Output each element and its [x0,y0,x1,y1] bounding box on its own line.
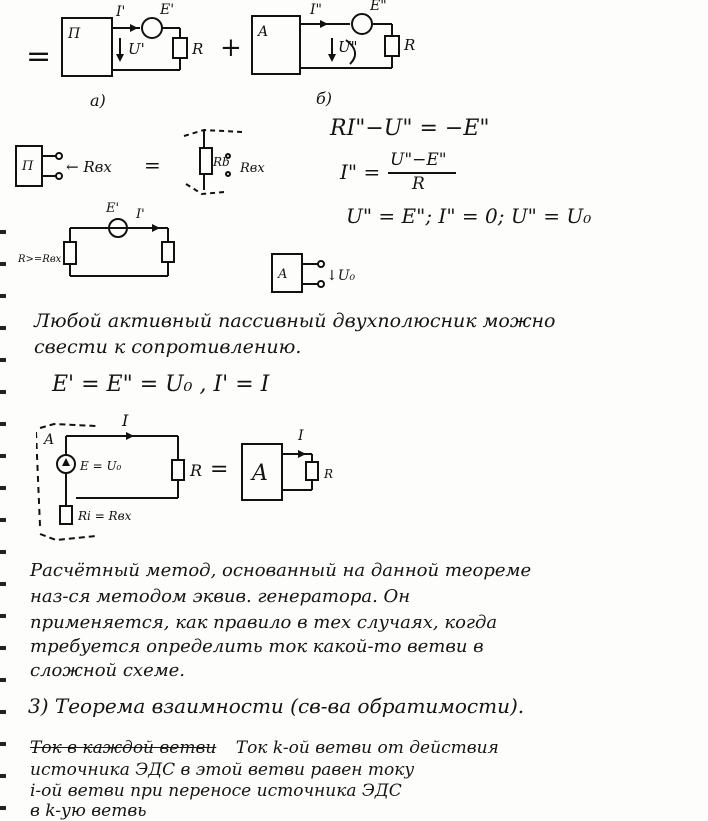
paragraph-3-line-2: источника ЭДС в этой ветви равен току [30,760,415,780]
plus-sign: + [220,33,242,63]
rb-label: Rb [213,155,230,169]
paragraph-3-line-4: в k-ую ветвь [30,801,147,821]
circuit3-equals: = [210,457,229,482]
circuit3-emf-label: E = U₀ [80,459,122,473]
top-circuits-diagram [20,0,460,115]
paragraph-3-text-1: Ток k-ой ветви от действия [235,738,499,758]
box-b-label: A [258,24,269,40]
active-box-label: A [278,267,288,282]
paragraph-3-line-1 [30,738,499,758]
box-a-label: П [68,26,81,42]
u0-label: ↓U₀ [326,268,356,284]
paragraph-2-line-4: требуется определить ток какой-то ветви в [30,636,484,657]
circuit3-ri-label: Ri = Rвх [78,509,132,523]
emf-e1-label: E' [160,2,175,18]
paragraph-2-line-2: наз-ся методом эквив. генератора. Он [30,586,411,607]
caption-b: б) [316,89,333,108]
equation-2-denominator: R [412,174,425,194]
paragraph-1-text-1: Любой активный пассивный двухполюсник можно [34,310,556,332]
series-current-label: I' [136,207,145,222]
paragraph-2-line-5: сложной схеме. [30,660,186,681]
paragraph-3-line-3: i-ой ветви при переносе источника ЭДС [30,781,402,801]
resistor-r2-label: R [404,36,416,54]
rin-equals: = [144,153,161,177]
paragraph-3-struck-phrase: Ток в каждой ветви [30,738,217,758]
circuit3-a-label: A [44,432,55,448]
rin-arrow-label: ← Rвх [66,158,112,176]
series-r-left-label: R>=Rвх [18,254,62,265]
caption-a: a) [90,91,106,110]
equals-sign: = [26,39,52,74]
series-emf-label: E' [106,201,120,216]
resistor-r1-label: R [192,40,204,58]
current-i1-label: I' [116,4,126,20]
voltage-u2-label: U" [338,38,358,56]
paragraph-2-line-3: применяется, как правило в тех случаях, когда [30,612,498,633]
voltage-u1-label: U' [128,40,145,58]
equation-2-lhs: I" = [340,160,381,184]
circuit3-current-label: I [122,414,129,430]
circuit3-r2-label: R [324,467,334,481]
paragraph-1-line-2: свести к сопротивлению. [34,336,302,358]
emf-e2-label: E" [370,0,387,14]
current-i2-label: I" [310,2,322,18]
notebook-binding [0,0,10,821]
equation-3: U" = E"; I" = 0; U" = U₀ [346,204,592,228]
equation-1: RI"−U" = −E" [330,116,490,141]
rbx-label: Rвх [240,161,265,176]
equivalent-generator-diagram [36,414,376,544]
active-box-u0-diagram [270,252,370,298]
paragraph-1-line-1 [34,310,555,332]
section-3-heading: 3) Теорема взаимности (св-ва обратимости). [28,694,525,718]
equivalence-equation: E' = E" = U₀ , I' = I [52,372,270,397]
series-circuit-diagram [18,196,198,286]
paragraph-2-line-1: Расчётный метод, основанный на данной теореме [30,560,532,581]
rin-box-label: П [22,159,34,174]
circuit3-r-label: R [190,461,203,480]
equation-2 [340,150,480,194]
equation-2-numerator: U"−E" [390,150,447,170]
input-resistance-diagram [14,126,284,206]
circuit3-box-label: A [252,461,268,486]
circuit3-current2-label: I [298,428,304,444]
